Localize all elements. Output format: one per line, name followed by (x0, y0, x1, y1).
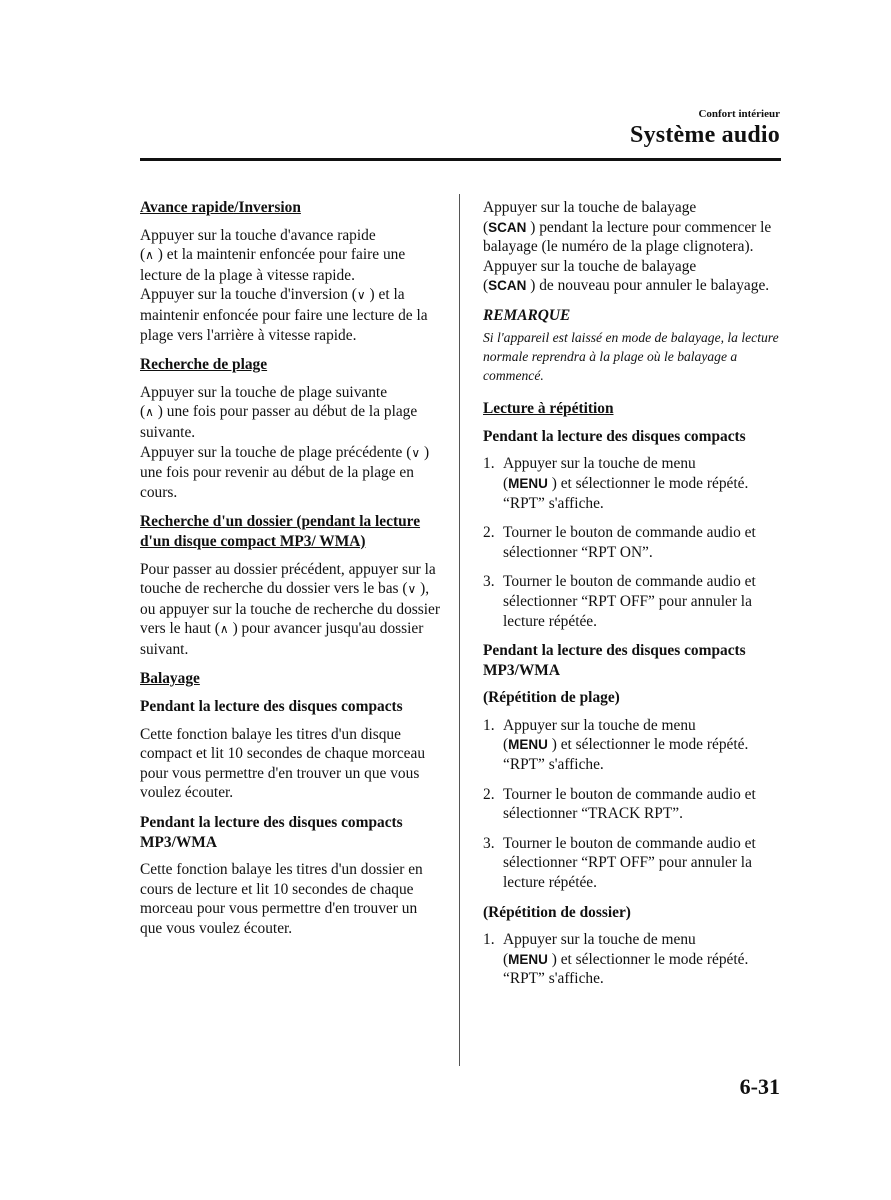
text: Tourner le bouton de commande audio et sélectionner “RPT OFF” pour annuler la lecture répétée. (503, 573, 756, 630)
section-heading: Avance rapide/Inversion (140, 199, 301, 216)
paragraph: Cette fonction balaye les titres d'un disque compact et lit 10 secondes de chaque morceau pour vous permettre d'en trouver un que vous voulez écouter. (140, 725, 426, 802)
note-body: Si l'appareil est laissé en mode de balayage, la lecture normale reprendra à la plage où le balayage a commencé. (483, 329, 779, 383)
section-track-search (140, 355, 440, 502)
text: Appuyer sur la touche de menu (503, 455, 696, 473)
list-item (483, 523, 783, 562)
text: ) pour avancer jusqu'au dossier suivant. (140, 620, 424, 658)
page-number: 6-31 (739, 1074, 780, 1099)
text: Appuyer sur la touche de menu (503, 931, 696, 949)
text: Pour passer au dossier précédent, appuyer sur la touche de recherche du dossier vers le bas ( (140, 560, 436, 598)
menu-key-icon: MENU (508, 737, 548, 753)
scan-key-icon: SCAN (488, 219, 527, 235)
text: Appuyer sur la touche d'avance rapide (140, 226, 376, 244)
text: ) et la maintenir enfoncée pour faire une lecture de la plage à vitesse rapide. (140, 246, 406, 284)
paragraph (140, 560, 440, 660)
up-arrow-icon: ∧ (145, 248, 154, 263)
text: Appuyer sur la touche d'inversion ( (140, 286, 357, 304)
text: Tourner le bouton de commande audio et sélectionner “RPT ON”. (503, 524, 756, 561)
text: ) une fois pour passer au début de la plage suivante. (140, 403, 418, 441)
text: ) pendant la lecture pour commencer le balayage (le numéro de la plage clignotera). (483, 218, 772, 256)
list-item (483, 785, 783, 824)
cd-repeat-steps (483, 454, 783, 631)
text: ) et sélectionner le mode répété. “RPT” s'affiche. (503, 736, 749, 774)
note-title: REMARQUE (483, 306, 571, 324)
text: ) une fois pour revenir au début de la plage en cours. (140, 443, 430, 501)
up-arrow-icon: ∧ (219, 622, 229, 637)
subheading: (Répétition de dossier) (483, 903, 631, 921)
item-number: 3. (483, 834, 495, 852)
text: ) et sélectionner le mode répété. “RPT” s'affiche. (503, 950, 749, 988)
section-scan (140, 669, 440, 938)
list-item (483, 930, 783, 989)
section-label: Confort intérieur (698, 108, 780, 120)
item-number: 1. (483, 931, 495, 949)
text: ( (503, 736, 509, 754)
paragraph (483, 198, 783, 296)
item-number: 2. (483, 785, 495, 803)
item-number: 3. (483, 573, 495, 591)
text: ) et sélectionner le mode répété. “RPT” s'affiche. (503, 474, 749, 512)
menu-key-icon: MENU (508, 951, 548, 967)
down-arrow-icon: ∨ (407, 582, 417, 597)
text: Tourner le bouton de commande audio et sélectionner “TRACK RPT”. (503, 785, 756, 823)
track-repeat-steps (483, 716, 783, 893)
page-title: Système audio (630, 122, 780, 148)
subheading: (Répétition de plage) (483, 689, 620, 707)
subheading: Pendant la lecture des disques compacts (483, 427, 746, 445)
list-item (483, 454, 783, 513)
list-item (483, 716, 783, 775)
section-heading: Recherche de plage (140, 356, 268, 374)
section-heading: Lecture à répétition (483, 400, 614, 418)
list-item (483, 834, 783, 893)
text: ( (483, 218, 489, 236)
header-rule (140, 158, 781, 161)
text: ) de nouveau pour annuler le balayage. (526, 277, 770, 295)
list-item (483, 572, 783, 631)
section-folder-search (140, 512, 440, 659)
paragraph (140, 226, 440, 346)
text: Appuyer sur la touche de plage suivante (140, 383, 388, 401)
paragraph: Cette fonction balaye les titres d'un dossier en cours de lecture et lit 10 secondes de chaque morceau pour vous permettre d'en trouver un que vous voulez écouter. (140, 861, 423, 937)
section-fast-forward (140, 198, 440, 345)
text: Appuyer sur la touche de plage précédente ( (140, 443, 412, 461)
text: ( (140, 246, 146, 264)
text: ( (140, 403, 146, 421)
section-heading: Balayage (140, 670, 200, 688)
item-number: 1. (483, 455, 495, 473)
subheading: Pendant la lecture des disques compacts (140, 698, 403, 716)
text: Appuyer sur la touche de balayage (483, 199, 697, 216)
text: ( (503, 950, 509, 968)
right-column (483, 198, 783, 999)
item-number: 2. (483, 524, 495, 542)
subheading: Pendant la lecture des disques compacts MP3/WMA (483, 642, 746, 679)
down-arrow-icon: ∨ (356, 288, 366, 303)
column-divider (459, 194, 460, 1066)
paragraph (140, 383, 440, 503)
text: Appuyer sur la touche de balayage (483, 257, 697, 275)
text: ( (483, 277, 489, 295)
subheading: Pendant la lecture des disques compacts MP3/WMA (140, 814, 403, 851)
text: ) et la maintenir enfoncée pour faire une lecture de la plage vers l'arrière à vitesse rapide. (140, 286, 428, 344)
left-column (140, 198, 440, 949)
text: Appuyer sur la touche de menu (503, 716, 696, 734)
text: ), ou appuyer sur la touche de recherche du dossier vers le haut ( (140, 580, 440, 638)
menu-key-icon: MENU (508, 475, 548, 491)
down-arrow-icon: ∨ (411, 445, 421, 460)
text: Tourner le bouton de commande audio et sélectionner “RPT OFF” pour annuler la lecture répétée. (503, 834, 756, 892)
scan-key-icon: SCAN (488, 278, 527, 294)
up-arrow-icon: ∧ (145, 405, 154, 420)
item-number: 1. (483, 716, 495, 734)
text: ( (503, 474, 509, 492)
section-heading: Recherche d'un dossier (pendant la lecture d'un disque compact MP3/ WMA) (140, 513, 421, 550)
folder-repeat-steps (483, 930, 783, 989)
